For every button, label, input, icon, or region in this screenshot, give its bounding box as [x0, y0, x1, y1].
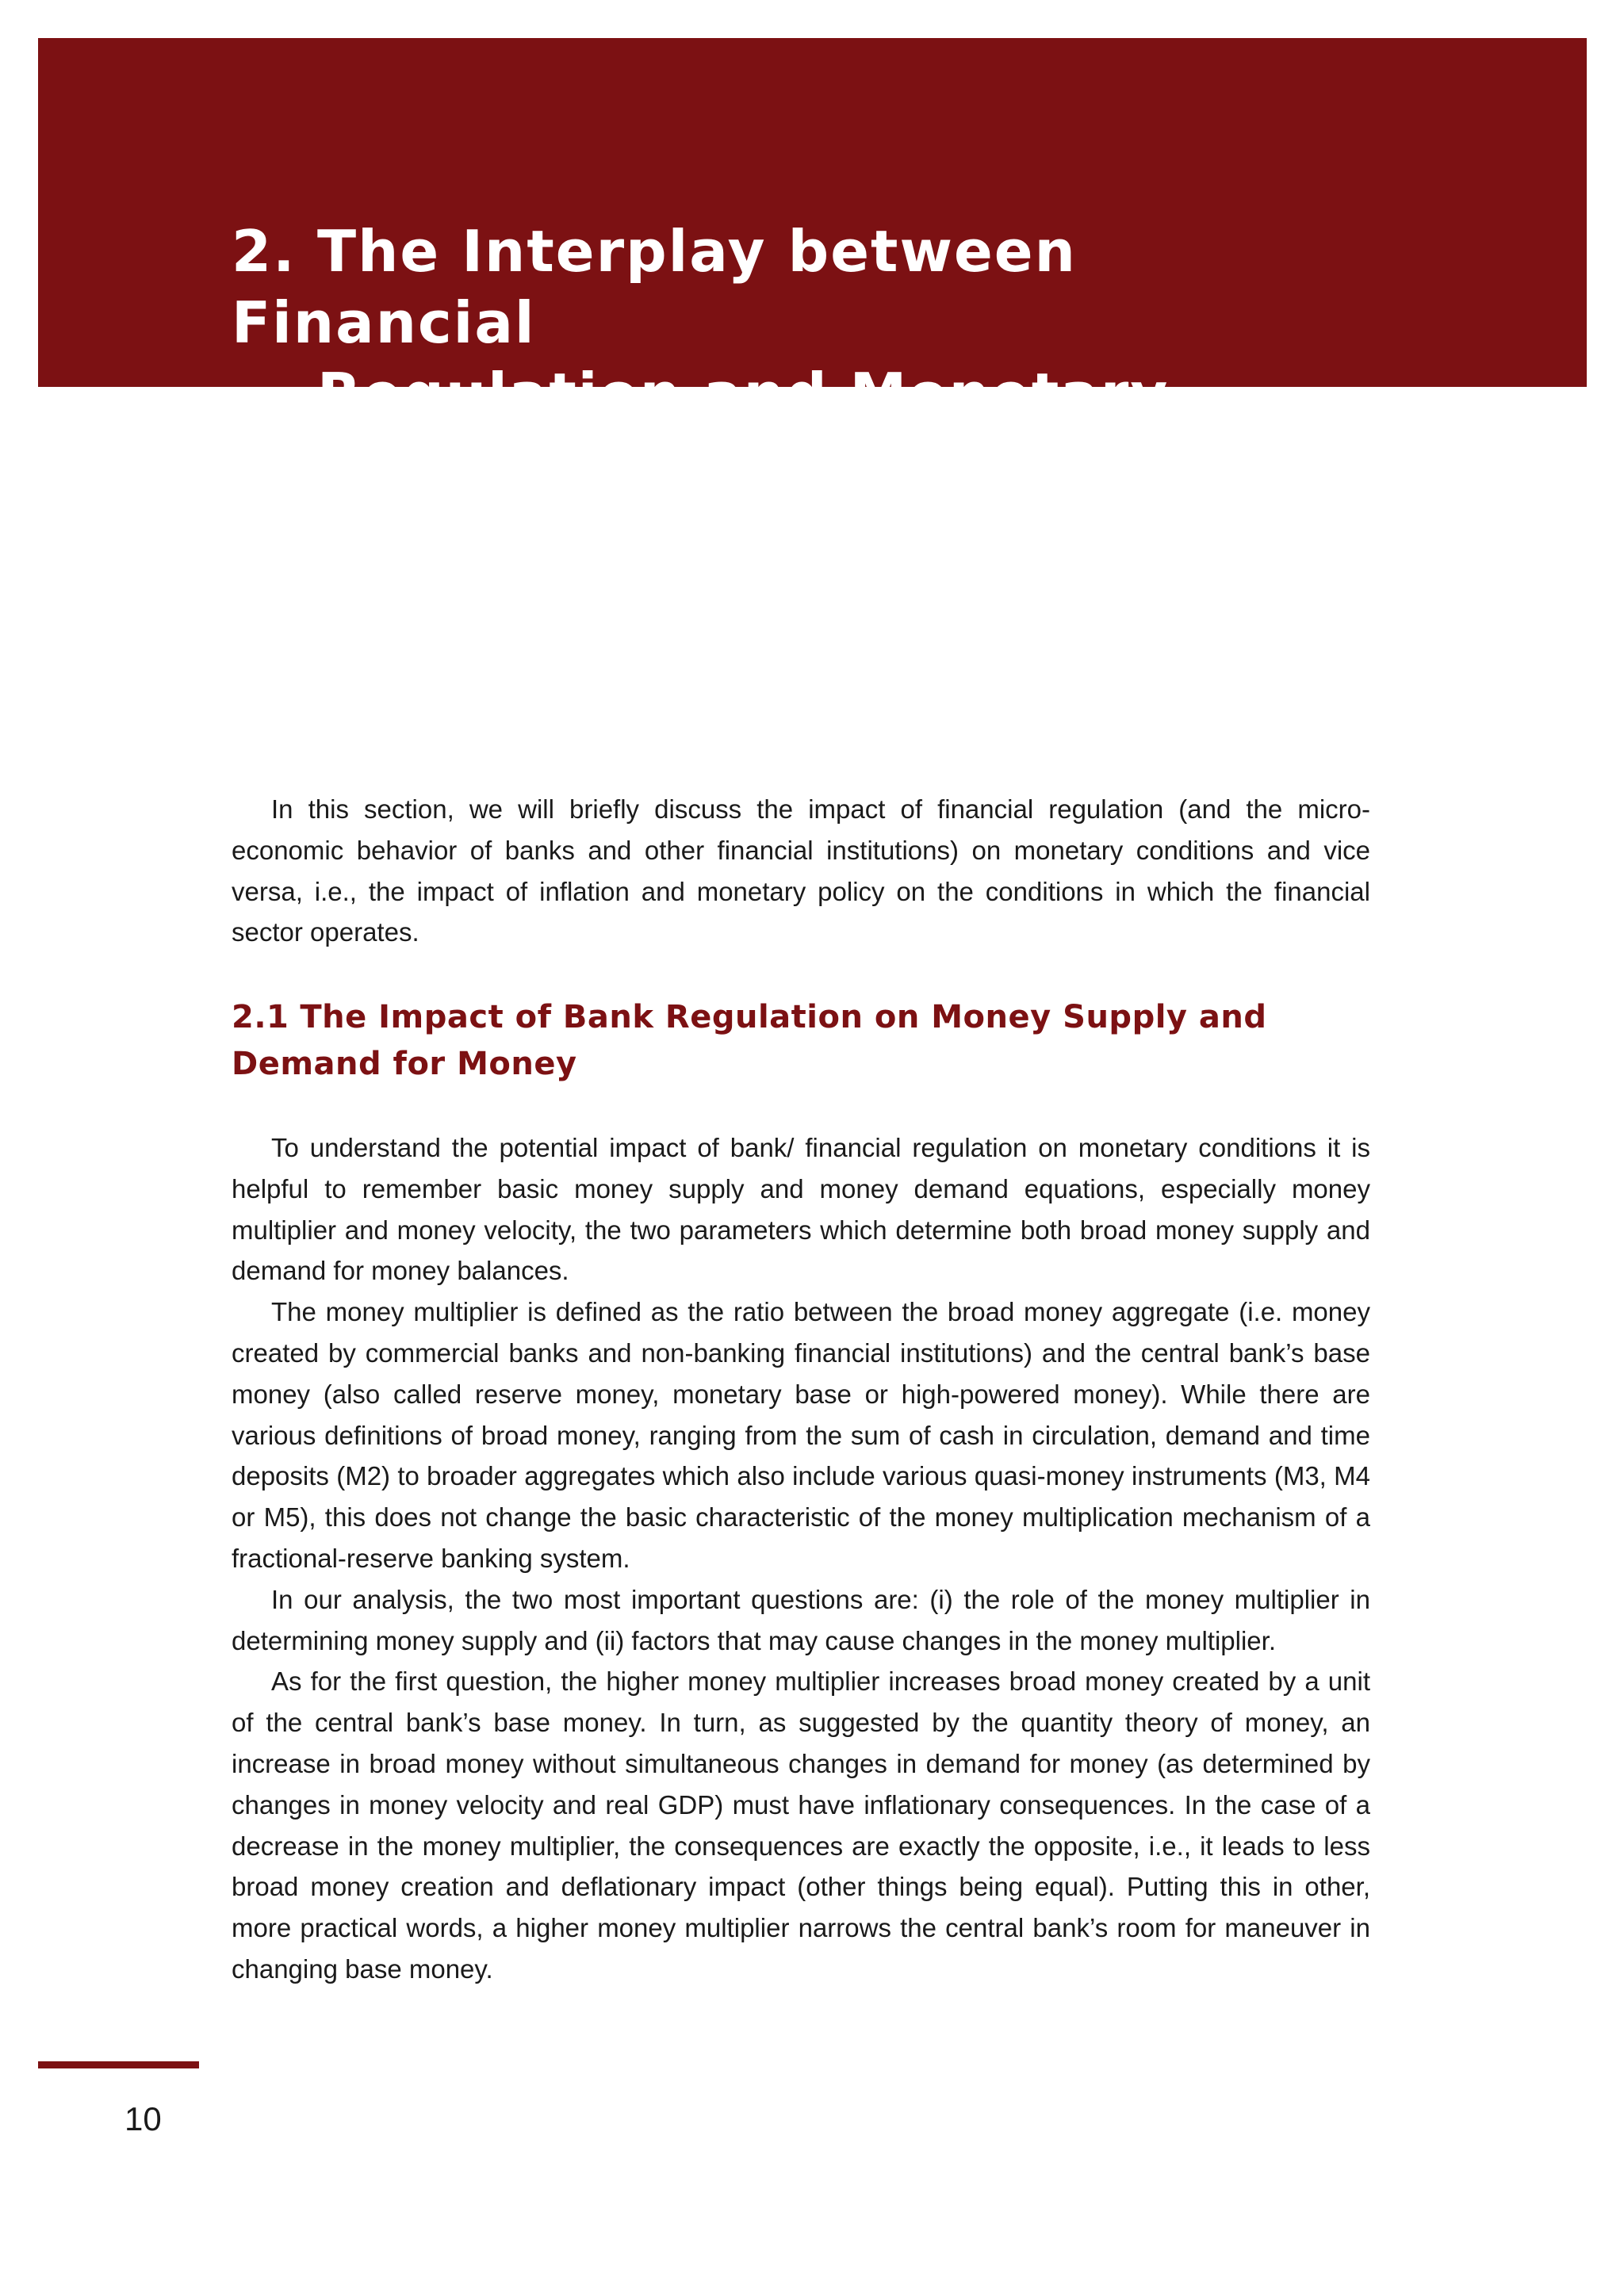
chapter-title-line1: [232, 218, 1077, 356]
section-title: The Impact of Bank Regulation on Money Supply and Demand for Money: [232, 999, 1267, 1082]
chapter-title: [232, 216, 1342, 501]
page-number: 10: [124, 2100, 162, 2137]
body-paragraph: In our analysis, the two most important questions are: (i) the role of the money multiplier in determining money supply and (ii) factors that may cause changes in the money multiplier.: [232, 1584, 1370, 1655]
section-body: [232, 1127, 1370, 1990]
body-paragraph: As for the first question, the higher money multiplier increases broad money created by a unit of the central bank’s base money. In turn, as suggested by the quantity theory of money, an increase in broad money without simultaneous changes in demand for money (as determined by changes in money velocity and real GDP) must have inflationary consequences. In the case of a decrease in the money multiplier, the consequences are exactly the opposite, i.e., it leads to less broad money creation and deflationary impact (other things being equal). Putting this in other, more practical words, a higher money multiplier narrows the central bank’s room for maneuver in changing base money.: [232, 1667, 1370, 1984]
body-paragraph: The money multiplier is defined as the ratio between the broad money aggregate (i.e. money created by commercial banks and non-banking financial institutions) and the central bank’s base money (also called reserve money, monetary base or high-powered money). While there are various definitions of broad money, ranging from the sum of cash in circulation, demand and time deposits (M2) to broader aggregates which also include various quasi-money instruments (M3, M4 or M5), this does not change the basic characteristic of the money multiplication mechanism of a fractional-reserve banking system.: [232, 1297, 1370, 1573]
chapter-title-text-line1: The Interplay between Financial: [232, 218, 1077, 356]
section-heading: [232, 994, 1370, 1088]
footer-rule: [38, 2061, 199, 2068]
intro-text: [232, 789, 1370, 953]
section-number: 2.1: [232, 999, 289, 1035]
chapter-title-line2: Regulation and Monetary Policy: [317, 361, 1170, 499]
chapter-number: 2.: [232, 218, 297, 285]
intro-paragraph: In this section, we will briefly discuss the impact of financial regulation (and the micro-economic behavior of banks and other financial institutions) on monetary conditions and vice versa, i.e., the impact of inflation and monetary policy on the conditions in which the financial sector operates.: [232, 794, 1370, 947]
body-paragraph: To understand the potential impact of bank/ financial regulation on monetary conditions it is helpful to remember basic money supply and money demand equations, especially money multiplier and money velocity, the two parameters which determine both broad money supply and demand for money balances.: [232, 1133, 1370, 1286]
